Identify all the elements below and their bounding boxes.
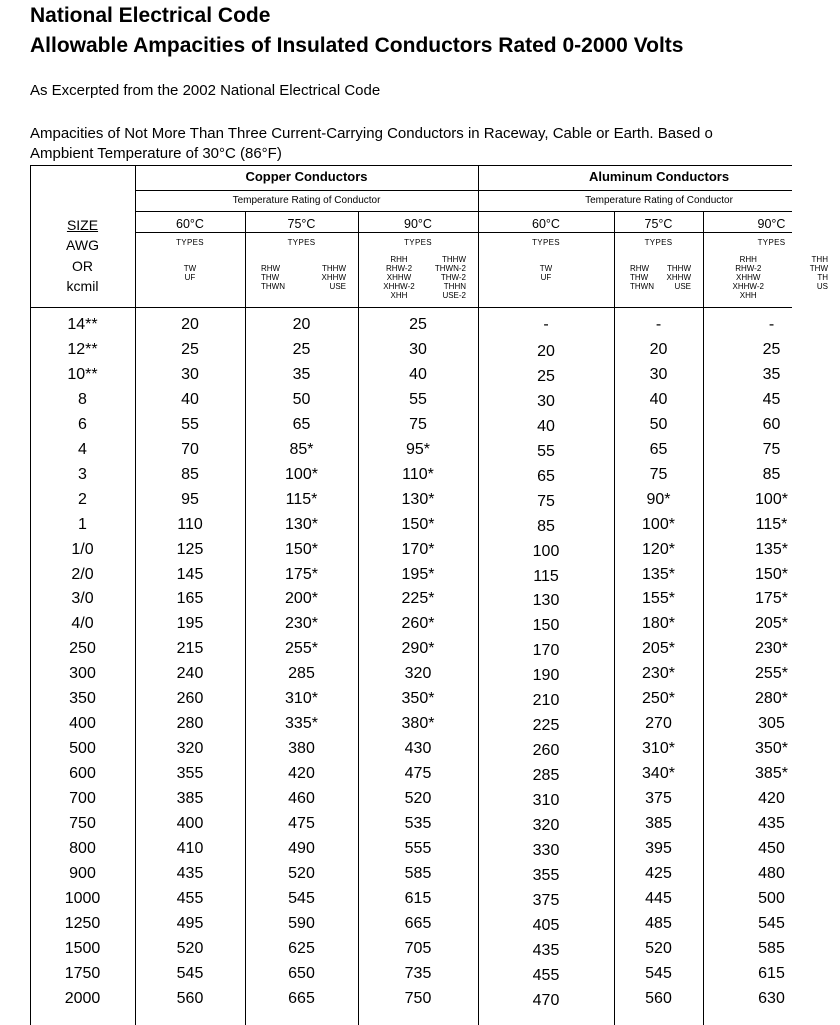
ampacity-cell: 145: [176, 565, 204, 583]
types-label: TYPES: [532, 238, 560, 247]
ampacity-cell: 180*: [642, 615, 675, 633]
ampacity-cell: 395: [645, 839, 672, 857]
ampacity-cell: 40: [649, 390, 668, 408]
conductor-type: THHN: [443, 282, 466, 291]
conductor-type: XHHW-2: [732, 282, 764, 291]
ampacity-cell: -: [543, 316, 549, 333]
conductor-type: THW: [630, 273, 649, 282]
ampacity-cell: 100*: [755, 490, 788, 508]
size-header-2: OR: [72, 258, 93, 274]
ampacity-cell: 65: [537, 467, 555, 485]
ampacity-cell: 630: [758, 989, 785, 1007]
ampacity-cell: 475: [288, 815, 315, 832]
ampacity-cell: 375: [532, 891, 560, 909]
ampacity-cell: 125: [176, 540, 204, 558]
conductor-type: THHW: [322, 264, 346, 273]
temp-header: 60°C: [532, 217, 560, 231]
conductor-type: USE-2: [442, 291, 466, 300]
ampacity-cell: 545: [176, 964, 204, 982]
ampacity-cell: 280: [176, 715, 204, 733]
group-header-copper: Copper Conductors: [245, 169, 368, 184]
ampacity-cell: 255*: [755, 665, 788, 683]
conductor-type: RHH: [390, 255, 408, 264]
ampacity-cell: 555: [404, 839, 432, 857]
ampacity-cell: 615: [758, 964, 785, 982]
ampacity-cell: 20: [649, 340, 668, 358]
ampacity-cell: 50: [292, 390, 311, 408]
conductor-type: THW: [809, 264, 828, 273]
size-cell: 14**: [67, 316, 98, 333]
ampacity-cell: 560: [645, 989, 672, 1007]
ampacity-cell: 615: [404, 889, 432, 907]
size-header-0: SIZE: [66, 217, 99, 233]
conductor-type: RHW: [261, 264, 281, 273]
ampacity-cell: 75: [762, 440, 781, 458]
ampacity-cell: 350*: [401, 690, 435, 708]
conductor-type: THH: [811, 255, 828, 264]
table-top-border: [30, 165, 792, 166]
ampacity-cell: 40: [181, 390, 199, 408]
size-header-1: AWG: [66, 237, 99, 253]
conductor-type: XHH: [739, 291, 757, 300]
conductor-type: XHHW: [666, 273, 691, 282]
conductor-type: RHW-2: [735, 264, 762, 273]
size-cell: 1500: [64, 939, 101, 957]
ampacity-cell: 255*: [285, 640, 318, 658]
ampacity-cell: 330: [532, 841, 560, 859]
ampacity-cell: 75: [409, 415, 427, 433]
ampacity-cell: 320: [532, 817, 560, 834]
ampacity-cell: 55: [181, 415, 199, 433]
conductor-type: XHH: [390, 291, 408, 300]
ampacity-cell: 520: [176, 939, 204, 957]
temp-row-line: [135, 232, 792, 233]
ampacity-cell: 150: [532, 617, 560, 635]
ampacity-cell: 100*: [285, 465, 318, 483]
ampacity-cell: 110*: [402, 465, 434, 483]
ampacity-cell: 215: [176, 640, 204, 658]
size-cell: 2/0: [71, 565, 94, 583]
temp-header: 75°C: [287, 217, 316, 231]
source-note: As Excerpted from the 2002 National Electrical Code: [30, 82, 381, 99]
ampacity-cell: 40: [537, 417, 555, 435]
ampacity-cell: 95: [181, 490, 199, 508]
ampacity-cell: 385: [645, 815, 672, 832]
ampacity-cell: 280*: [755, 690, 788, 708]
ampacity-cell: 225: [532, 717, 560, 735]
group-header-aluminum: Aluminum Conductors: [588, 169, 730, 184]
ampacity-cell: 430: [404, 740, 432, 758]
ampacity-cell: 455: [532, 966, 560, 984]
size-cell: 500: [69, 740, 96, 758]
ampacity-cell: 240: [176, 665, 204, 683]
ampacity-cell: 735: [404, 964, 432, 982]
temp-rating-label: Temperature Rating of Conductor: [585, 195, 733, 206]
ampacity-cell: 45: [762, 390, 781, 408]
ampacity-cell: 320: [176, 740, 204, 758]
types-label: TYPES: [287, 238, 316, 247]
ampacity-cell: 60: [762, 415, 781, 433]
ampacity-cell: 270: [645, 715, 672, 733]
size-cell: 1: [78, 515, 87, 533]
size-header-3: kcmil: [66, 278, 99, 294]
size-cell: 400: [69, 715, 96, 733]
ampacity-cell: 260: [176, 690, 204, 708]
ampacity-cell: 85: [181, 465, 199, 483]
document-title: National Electrical Code: [30, 4, 271, 27]
ampacity-cell: 285: [532, 767, 560, 785]
ampacity-cell: 290*: [401, 640, 435, 658]
basis-note-line-2: Ampbient Temperature of 30°C (86°F): [30, 145, 282, 162]
ampacity-cell: 35: [762, 365, 781, 383]
ampacity-cell: 150*: [401, 515, 435, 533]
size-cell: 600: [69, 765, 96, 783]
size-cell: 3: [78, 465, 87, 483]
ampacity-cell: 450: [758, 839, 785, 857]
ampacity-cell: 310*: [642, 740, 675, 758]
ampacity-cell: 335*: [285, 715, 318, 733]
ampacity-cell: 25: [762, 340, 781, 358]
types-label: TYPES: [404, 238, 432, 247]
size-cell: 800: [69, 839, 96, 857]
ampacity-cell: 100*: [642, 515, 675, 533]
ampacity-cell: 385: [176, 790, 204, 808]
ampacity-cell: 340*: [642, 765, 675, 783]
ampacity-cell: 200*: [285, 590, 318, 608]
conductor-type: THW: [261, 273, 280, 282]
size-cell: 3/0: [71, 590, 94, 608]
types-label: TYPES: [644, 238, 673, 247]
ampacity-cell: 115*: [285, 490, 318, 508]
ampacity-cell: 20: [181, 316, 199, 333]
ampacity-cell: 30: [181, 365, 199, 383]
ampacity-cell: 85: [762, 465, 781, 483]
size-cell: 750: [69, 815, 96, 832]
types-label: TYPES: [176, 238, 204, 247]
ampacity-cell: 285: [288, 665, 315, 683]
ampacity-cell: 70: [181, 440, 199, 458]
ampacity-cell: 135*: [642, 565, 675, 583]
size-cell: 250: [69, 640, 96, 658]
ampacity-cell: 30: [537, 392, 555, 410]
conductor-type: XHHW-2: [383, 282, 415, 291]
ampacity-cell: 490: [288, 839, 315, 857]
ampacity-cell: 155*: [642, 590, 675, 608]
ampacity-cell: 35: [292, 365, 311, 383]
ampacity-cell: 130*: [401, 490, 435, 508]
ampacity-cell: 100: [532, 542, 560, 560]
conductor-type: USE: [329, 282, 346, 291]
size-cell: 900: [69, 864, 96, 882]
ampacity-cell: 205*: [755, 615, 788, 633]
ampacity-cell: 400: [176, 815, 204, 832]
ampacity-cell: 260*: [401, 615, 435, 633]
size-cell: 10**: [67, 365, 98, 383]
ampacity-cell: 135*: [755, 540, 788, 558]
ampacity-cell: 90*: [646, 490, 671, 508]
ampacity-cell: 85*: [289, 440, 314, 458]
ampacity-cell: 460: [288, 790, 315, 808]
ampacity-cell: 115*: [755, 515, 788, 533]
ampacity-table: [30, 165, 828, 1009]
conductor-type: TW: [539, 264, 553, 273]
conductor-type: THWN-2: [434, 264, 466, 273]
temp-header: 75°C: [644, 217, 673, 231]
ampacity-cell: 405: [532, 916, 560, 934]
ampacity-cell: 705: [404, 939, 432, 957]
ampacity-cell: 425: [645, 864, 672, 882]
ampacity-cell: 500: [758, 889, 785, 907]
ampacity-cell: 120*: [642, 540, 675, 558]
ampacity-cell: 190: [532, 667, 560, 685]
conductor-type: USE: [674, 282, 691, 291]
document-subtitle: Allowable Ampacities of Insulated Conductors Rated 0-2000 Volts: [30, 34, 684, 57]
ampacity-cell: 535: [404, 815, 432, 832]
ampacity-cell: 230*: [755, 640, 788, 658]
size-cell: 4/0: [71, 615, 94, 633]
size-cell: 1250: [64, 914, 101, 932]
ampacity-cell: 165: [176, 590, 204, 608]
size-cell: 12**: [67, 340, 98, 358]
temp-rating-label: Temperature Rating of Conductor: [232, 195, 381, 206]
ampacity-cell: 130: [532, 592, 560, 610]
ampacity-cell: 475: [404, 765, 432, 783]
ampacity-cell: 150*: [755, 565, 788, 583]
ampacity-cell: 625: [288, 939, 315, 957]
conductor-type: TW: [183, 264, 197, 273]
ampacity-cell: 20: [292, 316, 311, 333]
ampacity-cell: 590: [288, 914, 315, 932]
ampacity-cell: 435: [532, 941, 560, 959]
ampacity-cell: 650: [288, 964, 315, 982]
temp-rating-line: [135, 211, 792, 212]
conductor-type: THWN: [630, 282, 654, 291]
size-cell: 1000: [64, 889, 101, 907]
ampacity-cell: 230*: [642, 665, 675, 683]
ampacity-cell: 545: [758, 914, 785, 932]
ampacity-cell: 445: [645, 889, 672, 907]
ampacity-cell: 55: [537, 442, 555, 460]
ampacity-cell: 385*: [755, 765, 788, 783]
ampacity-cell: 75: [649, 465, 668, 483]
ampacity-cell: 95*: [405, 440, 431, 458]
ampacity-cell: 380: [288, 740, 315, 758]
ampacity-cell: 25: [181, 340, 199, 358]
ampacity-cell: 320: [404, 665, 432, 683]
ampacity-cell: 410: [176, 839, 204, 857]
ampacity-cell: 355: [176, 765, 204, 783]
ampacity-cell: 50: [649, 415, 668, 433]
ampacity-cell: 495: [176, 914, 204, 932]
ampacity-cell: 250*: [642, 690, 675, 708]
conductor-type: TH: [817, 273, 828, 282]
size-cell: 700: [69, 790, 96, 808]
ampacity-cell: 545: [645, 964, 672, 982]
conductor-type: THHW: [667, 264, 691, 273]
conductor-type: THW-2: [440, 273, 466, 282]
ampacity-cell: 225*: [401, 590, 435, 608]
conductor-type: THHW: [442, 255, 466, 264]
size-cell: 1/0: [71, 540, 94, 558]
ampacity-cell: 665: [404, 914, 432, 932]
ampacity-cell: -: [768, 316, 775, 333]
ampacity-cell: 230*: [285, 615, 318, 633]
conductor-type: RHW: [630, 264, 650, 273]
size-cell: 6: [78, 415, 87, 433]
size-cell: 2: [78, 490, 87, 508]
ampacity-cell: 195*: [401, 565, 435, 583]
conductor-type: UF: [540, 273, 552, 282]
types-label: TYPES: [757, 238, 786, 247]
size-cell: 350: [69, 690, 96, 708]
ampacity-cell: 480: [758, 864, 785, 882]
ampacity-cell: 20: [537, 342, 555, 360]
size-cell: 300: [69, 665, 96, 683]
ampacity-cell: 205*: [642, 640, 675, 658]
ampacity-cell: 520: [404, 790, 432, 808]
ampacity-cell: 355: [532, 866, 560, 884]
ampacity-cell: 25: [409, 316, 427, 333]
ampacity-cell: 420: [288, 765, 315, 783]
ampacity-cell: 40: [409, 365, 427, 383]
ampacity-cell: 435: [758, 815, 785, 832]
ampacity-cell: 55: [409, 390, 427, 408]
ampacity-cell: 130*: [285, 515, 318, 533]
ampacity-cell: 380*: [401, 715, 435, 733]
ampacity-cell: 520: [645, 939, 672, 957]
temp-header: 60°C: [176, 217, 204, 231]
conductor-type: RHH: [739, 255, 757, 264]
ampacity-cell: 75: [537, 492, 555, 510]
conductor-type: XHHW: [321, 273, 346, 282]
ampacity-cell: 470: [532, 991, 560, 1009]
conductor-type: THWN: [261, 282, 285, 291]
ampacity-cell: 25: [537, 367, 555, 385]
ampacity-cell: 170: [532, 642, 560, 660]
ampacity-cell: 375: [645, 790, 672, 808]
conductor-type: XHHW: [736, 273, 761, 282]
ampacity-cell: -: [655, 316, 662, 333]
ampacity-cell: 585: [758, 939, 785, 957]
ampacity-cell: 195: [176, 615, 204, 633]
ampacity-cell: 65: [292, 415, 311, 433]
ampacity-cell: 665: [288, 989, 315, 1007]
ampacity-cell: 560: [176, 989, 204, 1007]
conductor-type: US: [816, 282, 828, 291]
size-cell: 4: [78, 440, 87, 458]
conductor-type: XHHW: [386, 273, 412, 282]
ampacity-cell: 585: [404, 864, 432, 882]
header-bottom-line: [30, 307, 792, 308]
basis-note-line-1: Ampacities of Not More Than Three Current-Carrying Conductors in Raceway, Cable or Earth. Based o: [30, 125, 713, 142]
ampacity-cell: 25: [292, 340, 311, 358]
temp-header: 90°C: [757, 217, 786, 231]
ampacity-cell: 750: [404, 989, 432, 1007]
ampacity-cell: 210: [532, 692, 560, 710]
conductor-type: RHW-2: [385, 264, 413, 273]
size-cell: 2000: [64, 989, 101, 1007]
ampacity-cell: 85: [537, 517, 555, 535]
ampacity-cell: 310*: [285, 690, 318, 708]
ampacity-cell: 260: [532, 742, 560, 760]
ampacity-cell: 30: [409, 340, 427, 358]
ampacity-cell: 175*: [285, 565, 318, 583]
ampacity-cell: 310: [532, 792, 560, 810]
ampacity-cell: 305: [758, 715, 785, 733]
ampacity-cell: 455: [176, 889, 204, 907]
ampacity-cell: 150*: [285, 540, 318, 558]
ampacity-cell: 65: [649, 440, 668, 458]
group-header-line: [135, 190, 792, 191]
ampacity-cell: 110: [177, 515, 203, 533]
ampacity-cell: 420: [758, 790, 785, 808]
temp-header: 90°C: [404, 217, 432, 231]
size-cell: 1750: [64, 964, 101, 982]
basis-note: [30, 124, 792, 164]
ampacity-cell: 170*: [401, 540, 435, 558]
ampacity-cell: 30: [649, 365, 668, 383]
ampacity-cell: 435: [176, 864, 204, 882]
ampacity-cell: 545: [288, 889, 315, 907]
ampacity-cell: 115: [533, 567, 559, 585]
ampacity-cell: 485: [645, 914, 672, 932]
ampacity-cell: 175*: [755, 590, 788, 608]
ampacity-cell: 520: [288, 864, 315, 882]
size-cell: 8: [78, 390, 87, 408]
ampacity-cell: 350*: [755, 740, 788, 758]
conductor-type: UF: [184, 273, 196, 282]
